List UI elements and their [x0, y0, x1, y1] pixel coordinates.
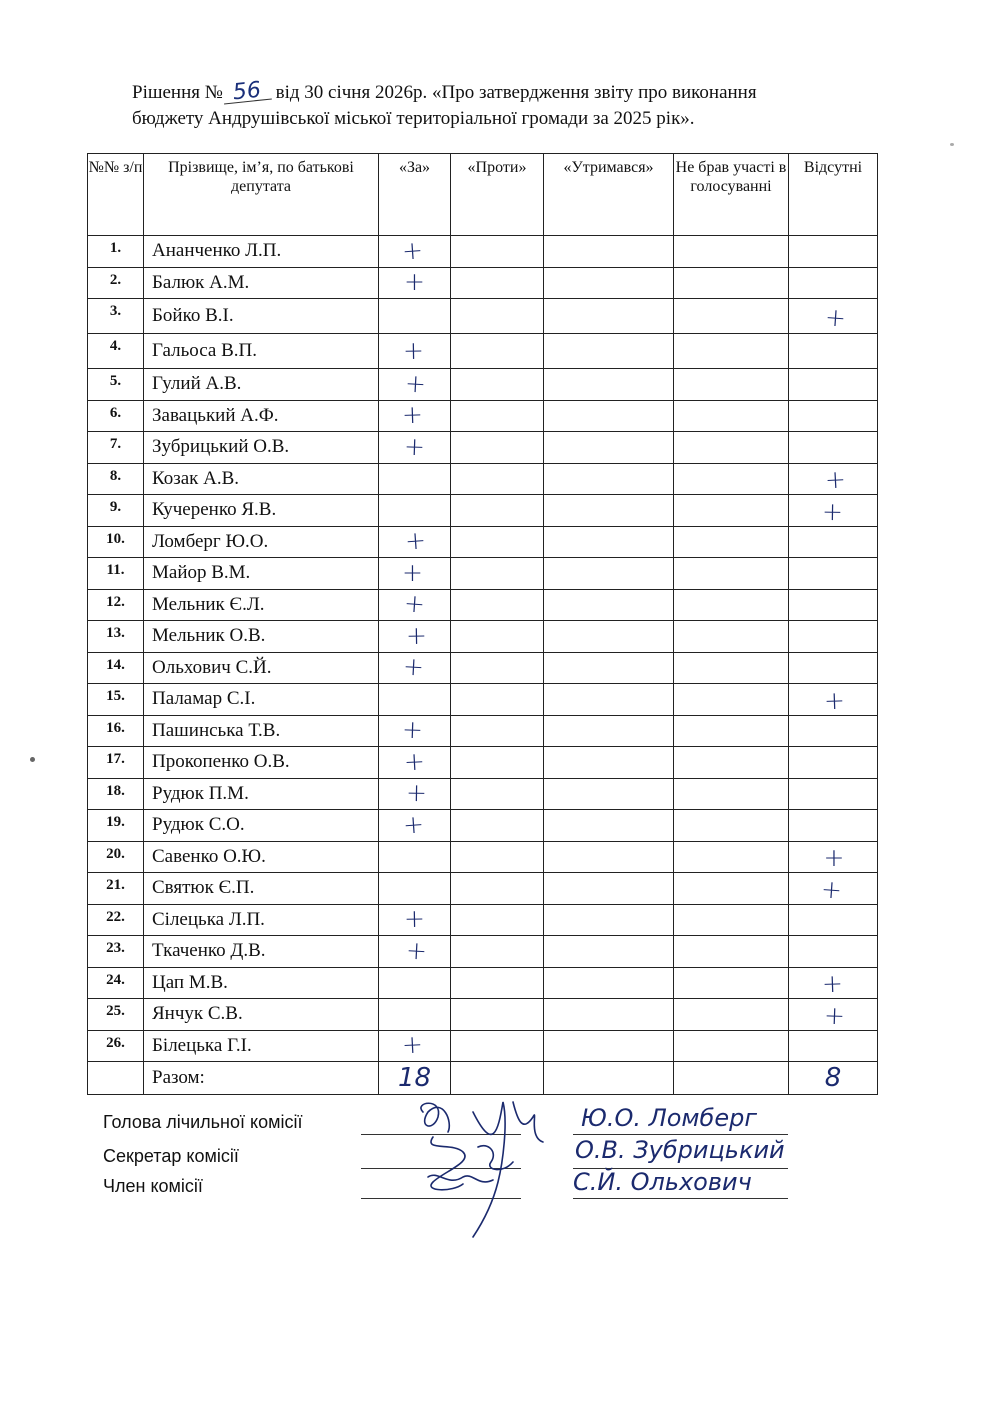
vote-cell-absent [789, 810, 878, 842]
handwritten-signatures [403, 1092, 583, 1252]
vote-mark: + [403, 431, 426, 462]
row-number: 22. [88, 904, 144, 936]
vote-cell-against [451, 1030, 544, 1062]
vote-cell-for [379, 267, 451, 299]
signature-role: Член комісії [103, 1176, 203, 1196]
vote-cell-against [451, 684, 544, 716]
deputy-name: Прокопенко О.В. [144, 747, 379, 779]
vote-cell-against [451, 495, 544, 527]
vote-mark: + [401, 399, 424, 430]
vote-cell-for [379, 873, 451, 905]
decision-title [132, 77, 932, 132]
vote-cell-for [379, 236, 451, 268]
row-number: 1. [88, 236, 144, 268]
deputy-name: Рудюк С.О. [144, 810, 379, 842]
vote-cell-not-voting [674, 999, 789, 1031]
vote-cell-abstain [544, 999, 674, 1031]
vote-cell-for [379, 299, 451, 334]
deputy-name: Козак А.В. [144, 463, 379, 495]
vote-cell-against [451, 715, 544, 747]
deputy-name: Ананченко Л.П. [144, 236, 379, 268]
vote-mark: + [821, 496, 843, 526]
deputy-name: Янчук С.В. [144, 999, 379, 1031]
table-row [88, 558, 878, 590]
vote-cell-abstain [544, 1030, 674, 1062]
table-row [88, 267, 878, 299]
vote-cell-not-voting [674, 873, 789, 905]
header-num: №№ з/п [88, 154, 144, 236]
vote-mark: + [402, 557, 423, 587]
vote-cell-abstain [544, 747, 674, 779]
vote-cell-for [379, 558, 451, 590]
vote-cell-abstain [544, 299, 674, 334]
vote-cell-abstain [544, 463, 674, 495]
deputy-name: Ткаченко Д.В. [144, 936, 379, 968]
row-number: 25. [88, 999, 144, 1031]
vote-cell-abstain [544, 495, 674, 527]
totals-against [451, 1062, 544, 1095]
vote-mark: + [401, 1029, 424, 1060]
vote-mark: + [402, 651, 425, 682]
vote-cell-for [379, 495, 451, 527]
vote-cell-for [379, 841, 451, 873]
table-row [88, 967, 878, 999]
table-row [88, 810, 878, 842]
signature-line [573, 1198, 788, 1199]
deputy-name: Мельник О.В. [144, 621, 379, 653]
vote-cell-not-voting [674, 652, 789, 684]
row-number: 13. [88, 621, 144, 653]
table-row [88, 299, 878, 334]
header-abstain: «Утримався» [544, 154, 674, 236]
deputy-name: Кучеренко Я.В. [144, 495, 379, 527]
row-number: 24. [88, 967, 144, 999]
totals-abstain [544, 1062, 674, 1095]
header-for: «За» [379, 154, 451, 236]
vote-cell-against [451, 526, 544, 558]
row-number: 11. [88, 558, 144, 590]
vote-cell-for [379, 936, 451, 968]
vote-mark: + [401, 714, 424, 745]
row-number: 12. [88, 589, 144, 621]
vote-cell-not-voting [674, 558, 789, 590]
decision-prefix: Рішення № [132, 82, 223, 103]
vote-cell-for [379, 463, 451, 495]
totals-for-value: 18 [397, 1062, 432, 1093]
row-number: 20. [88, 841, 144, 873]
deputy-name: Гулий А.В. [144, 369, 379, 401]
vote-mark: + [404, 368, 427, 399]
vote-mark: + [400, 235, 424, 266]
row-number: 3. [88, 299, 144, 334]
vote-cell-not-voting [674, 967, 789, 999]
vote-cell-abstain [544, 841, 674, 873]
deputy-name: Бойко В.І. [144, 299, 379, 334]
deputy-name: Білецька Г.І. [144, 1030, 379, 1062]
vote-cell-against [451, 432, 544, 464]
row-number: 23. [88, 936, 144, 968]
vote-cell-for [379, 904, 451, 936]
vote-cell-against [451, 299, 544, 334]
deputy-name: Паламар С.І. [144, 684, 379, 716]
row-number: 15. [88, 684, 144, 716]
table-row [88, 715, 878, 747]
table-row [88, 463, 878, 495]
signature-name-member: С.Й. Ольхович [573, 1168, 752, 1196]
vote-cell-not-voting [674, 526, 789, 558]
row-number: 18. [88, 778, 144, 810]
vote-cell-absent [789, 558, 878, 590]
signature-role: Голова лічильної комісії [103, 1112, 303, 1132]
table-row [88, 1030, 878, 1062]
vote-mark: + [823, 301, 847, 333]
vote-cell-abstain [544, 526, 674, 558]
signature-name-chair: Ю.О. Ломберг [581, 1104, 757, 1132]
deputy-name: Балюк А.М. [144, 267, 379, 299]
vote-cell-absent [789, 400, 878, 432]
vote-cell-absent [789, 236, 878, 268]
vote-cell-absent [789, 873, 878, 905]
signature-row-member [103, 1176, 203, 1204]
vote-cell-not-voting [674, 841, 789, 873]
deputy-name: Цап М.В. [144, 967, 379, 999]
vote-cell-absent [789, 495, 878, 527]
vote-cell-abstain [544, 715, 674, 747]
vote-cell-against [451, 400, 544, 432]
vote-cell-abstain [544, 432, 674, 464]
vote-cell-abstain [544, 778, 674, 810]
vote-cell-against [451, 267, 544, 299]
vote-cell-for [379, 999, 451, 1031]
signature-row-secretary [103, 1146, 239, 1174]
vote-cell-abstain [544, 873, 674, 905]
deputy-name: Сілецька Л.П. [144, 904, 379, 936]
vote-cell-for [379, 369, 451, 401]
vote-cell-for [379, 652, 451, 684]
vote-mark: + [820, 968, 843, 999]
deputy-name: Ломберг Ю.О. [144, 526, 379, 558]
table-row [88, 778, 878, 810]
deputy-name: Святюк Є.П. [144, 873, 379, 905]
vote-cell-not-voting [674, 936, 789, 968]
row-number: 4. [88, 334, 144, 369]
vote-cell-absent [789, 1030, 878, 1062]
vote-cell-against [451, 621, 544, 653]
row-number: 19. [88, 810, 144, 842]
vote-cell-abstain [544, 967, 674, 999]
vote-cell-absent [789, 747, 878, 779]
vote-cell-not-voting [674, 1030, 789, 1062]
vote-cell-not-voting [674, 299, 789, 334]
vote-cell-absent [789, 778, 878, 810]
vote-cell-for [379, 334, 451, 369]
vote-cell-absent [789, 267, 878, 299]
vote-cell-not-voting [674, 904, 789, 936]
table-row [88, 432, 878, 464]
vote-cell-not-voting [674, 334, 789, 369]
decision-title-line1: від 30 січня 2026р. «Про затвердження звіту про виконання [270, 82, 757, 103]
row-number: 21. [88, 873, 144, 905]
row-number: 6. [88, 400, 144, 432]
row-number: 7. [88, 432, 144, 464]
vote-cell-not-voting [674, 463, 789, 495]
table-row [88, 369, 878, 401]
deputy-name: Завацький А.Ф. [144, 400, 379, 432]
signature-line [573, 1134, 788, 1135]
vote-cell-against [451, 904, 544, 936]
table-row [88, 495, 878, 527]
table-row [88, 873, 878, 905]
table-row [88, 400, 878, 432]
table-row [88, 684, 878, 716]
vote-cell-against [451, 967, 544, 999]
row-number: 9. [88, 495, 144, 527]
decision-number-handwritten: 56 [222, 81, 272, 105]
vote-cell-abstain [544, 236, 674, 268]
table-row [88, 621, 878, 653]
vote-cell-absent [789, 999, 878, 1031]
vote-cell-absent [789, 715, 878, 747]
table-row [88, 334, 878, 369]
vote-cell-not-voting [674, 432, 789, 464]
totals-for [379, 1062, 451, 1095]
vote-cell-not-voting [674, 400, 789, 432]
vote-cell-abstain [544, 652, 674, 684]
vote-cell-not-voting [674, 236, 789, 268]
row-number: 14. [88, 652, 144, 684]
vote-cell-absent [789, 684, 878, 716]
deputy-name: Зубрицький О.В. [144, 432, 379, 464]
table-header-row [88, 154, 878, 236]
signature-name-secretary: О.В. Зубрицький [575, 1136, 785, 1164]
vote-mark: + [403, 746, 426, 777]
row-number: 17. [88, 747, 144, 779]
vote-cell-for [379, 432, 451, 464]
row-number: 10. [88, 526, 144, 558]
voting-table [87, 153, 878, 1095]
vote-cell-absent [789, 369, 878, 401]
vote-cell-abstain [544, 334, 674, 369]
row-number: 5. [88, 369, 144, 401]
vote-cell-absent [789, 299, 878, 334]
vote-cell-against [451, 873, 544, 905]
row-number: 26. [88, 1030, 144, 1062]
vote-mark: + [819, 874, 843, 905]
vote-cell-for [379, 589, 451, 621]
vote-cell-abstain [544, 589, 674, 621]
header-not-voting: Не брав участі в голосуванні [674, 154, 789, 236]
table-row [88, 999, 878, 1031]
signature-role: Секретар комісії [103, 1146, 239, 1166]
vote-cell-for [379, 621, 451, 653]
vote-cell-not-voting [674, 778, 789, 810]
deputy-name: Майор В.М. [144, 558, 379, 590]
vote-cell-against [451, 558, 544, 590]
vote-cell-for [379, 526, 451, 558]
vote-cell-absent [789, 841, 878, 873]
vote-cell-not-voting [674, 267, 789, 299]
scan-speck [30, 757, 35, 762]
header-against: «Проти» [451, 154, 544, 236]
vote-cell-for [379, 778, 451, 810]
table-row [88, 589, 878, 621]
table-row [88, 904, 878, 936]
vote-cell-against [451, 841, 544, 873]
deputy-name: Пашинська Т.В. [144, 715, 379, 747]
row-number: 2. [88, 267, 144, 299]
table-row [88, 841, 878, 873]
vote-cell-for [379, 715, 451, 747]
vote-cell-abstain [544, 684, 674, 716]
vote-cell-absent [789, 463, 878, 495]
vote-cell-absent [789, 967, 878, 999]
vote-cell-abstain [544, 810, 674, 842]
vote-cell-for [379, 747, 451, 779]
vote-cell-for [379, 1030, 451, 1062]
totals-row [88, 1062, 878, 1095]
vote-cell-abstain [544, 936, 674, 968]
totals-absent [789, 1062, 878, 1095]
totals-label: Разом: [144, 1062, 379, 1095]
totals-num [88, 1062, 144, 1095]
deputy-name: Савенко О.Ю. [144, 841, 379, 873]
scan-speck [950, 143, 954, 146]
signature-block [103, 1104, 883, 1262]
vote-cell-against [451, 369, 544, 401]
vote-cell-abstain [544, 904, 674, 936]
totals-absent-value: 8 [824, 1062, 842, 1093]
vote-cell-against [451, 936, 544, 968]
vote-cell-for [379, 400, 451, 432]
table-row [88, 236, 878, 268]
vote-mark: + [822, 685, 845, 716]
vote-cell-not-voting [674, 747, 789, 779]
vote-cell-absent [789, 621, 878, 653]
vote-cell-abstain [544, 369, 674, 401]
vote-mark: + [401, 809, 425, 840]
vote-cell-not-voting [674, 495, 789, 527]
vote-cell-not-voting [674, 589, 789, 621]
vote-mark: + [402, 335, 425, 365]
vote-mark: + [405, 778, 428, 808]
deputy-name: Ольхович С.Й. [144, 652, 379, 684]
vote-mark: + [405, 620, 428, 650]
vote-cell-abstain [544, 621, 674, 653]
vote-cell-against [451, 747, 544, 779]
vote-cell-abstain [544, 400, 674, 432]
vote-cell-absent [789, 904, 878, 936]
decision-title-line2: бюджету Андрушівської міської територіальної громади за 2025 рік». [132, 108, 695, 129]
signature-row-chair [103, 1112, 302, 1140]
vote-cell-for [379, 684, 451, 716]
deputy-name: Рудюк П.М. [144, 778, 379, 810]
vote-cell-not-voting [674, 684, 789, 716]
vote-cell-against [451, 589, 544, 621]
table-row [88, 747, 878, 779]
vote-cell-not-voting [674, 621, 789, 653]
vote-cell-against [451, 652, 544, 684]
vote-mark: + [403, 904, 426, 934]
vote-cell-against [451, 236, 544, 268]
table-row [88, 652, 878, 684]
vote-mark: + [823, 843, 845, 873]
row-number: 16. [88, 715, 144, 747]
deputy-name: Мельник Є.Л. [144, 589, 379, 621]
vote-mark: + [403, 525, 427, 556]
vote-cell-not-voting [674, 715, 789, 747]
vote-cell-absent [789, 652, 878, 684]
vote-mark: + [404, 267, 425, 297]
vote-mark: + [405, 935, 428, 966]
totals-not-voting [674, 1062, 789, 1095]
table-body [88, 236, 878, 1062]
vote-cell-for [379, 810, 451, 842]
deputy-name: Гальоса В.П. [144, 334, 379, 369]
vote-mark: + [823, 1000, 845, 1031]
header-absent: Відсутні [789, 154, 878, 236]
vote-cell-against [451, 810, 544, 842]
table-row [88, 936, 878, 968]
vote-cell-absent [789, 334, 878, 369]
row-number: 8. [88, 463, 144, 495]
table-row [88, 526, 878, 558]
vote-cell-abstain [544, 558, 674, 590]
vote-cell-absent [789, 936, 878, 968]
vote-cell-against [451, 778, 544, 810]
vote-cell-absent [789, 432, 878, 464]
vote-cell-against [451, 334, 544, 369]
vote-mark: + [823, 464, 847, 495]
vote-cell-not-voting [674, 810, 789, 842]
vote-cell-abstain [544, 267, 674, 299]
vote-cell-for [379, 967, 451, 999]
header-name: Прізвище, ім’я, по батькові депутата [144, 154, 379, 236]
vote-cell-not-voting [674, 369, 789, 401]
vote-cell-absent [789, 589, 878, 621]
vote-cell-against [451, 463, 544, 495]
vote-mark: + [403, 588, 426, 619]
vote-cell-absent [789, 526, 878, 558]
vote-cell-against [451, 999, 544, 1031]
